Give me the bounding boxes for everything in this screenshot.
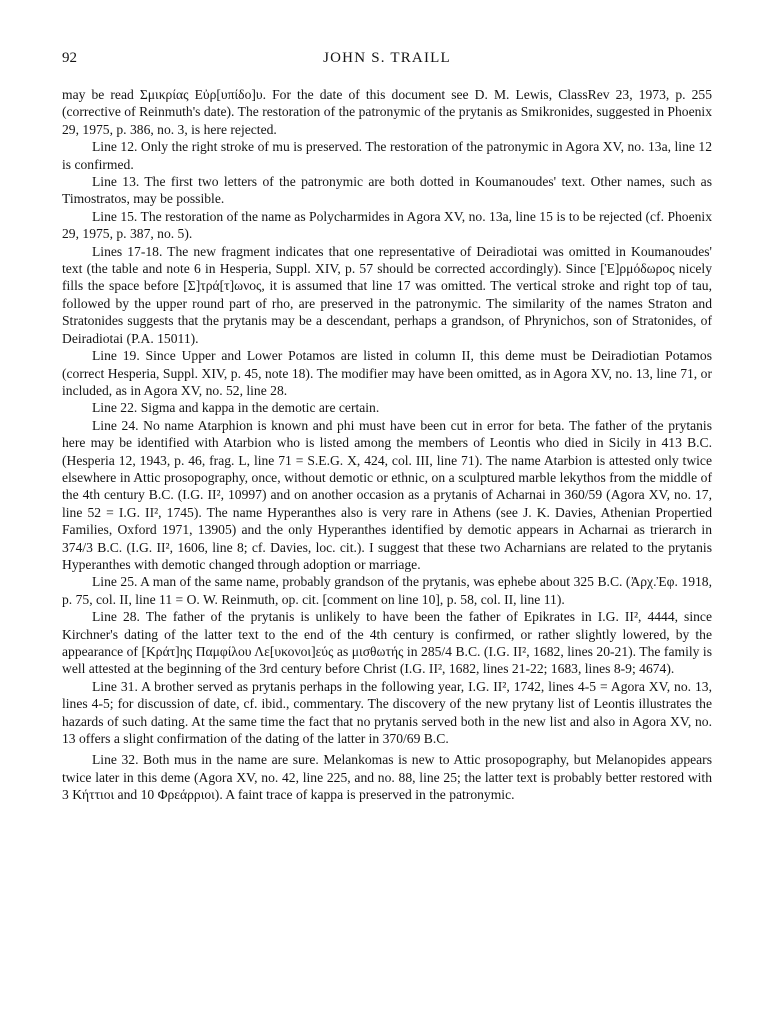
paragraph-line-15: Line 15. The restoration of the name as Polycharmides in Agora XV, no. 13a, line 15 is to be rejected (cf. Phoenix 29, 1975, p. 387, no. 5). — [62, 208, 712, 242]
paragraph-line-25: Line 25. A man of the same name, probably grandson of the prytanis, was ephebe about 325 B.C. (Ἀρχ.Ἐφ. 1918, p. 75, col. II, line 11 = O. W. Reinmuth, op. cit. [comment on line 10], p. 58, col. II, line 11). — [62, 574, 712, 607]
paragraph-line-31: Line 31. A brother served as prytanis perhaps in the following year, I.G. II², 1742, lines 4-5 = Agora XV, no. 13, lines 4-5; for discussion of date, cf. ibid., commentary. The discovery of the new prytany list of Leontis illustrates the hazards of such dating. At the same time the fact that no prytanis served both in the new list and also in Agora XV, no. 13 offers a slight confirmation of the dating of the latter in 370/69 B.C. — [62, 678, 712, 747]
paragraph-line-32: Line 32. Both mus in the name are sure. Melankomas is new to Attic prosopography, but Melanopides appears twice later in this deme (Agora XV, no. 42, line 225, and no. 88, line 25; the latter text is probably better restored with 3 Κήττιοι and 10 Φρεάρριοι). A faint trace of kappa is preserved in the patronymic. — [62, 752, 712, 803]
paragraph-lines-17-18: Lines 17-18. The new fragment indicates that one representative of Deiradiotai was omitted in Koumanoudes' text (the table and note 6 in Hesperia, Suppl. XIV, p. 57 should be corrected accordingly). Since [Ἑ]ρμόδωρος nicely fills the space before [Σ]τρά[τ]ωνος, it is assumed that line 17 was omitted. The vertical stroke and right top of tau, followed by the upper round part of rho, are preserved in the patronymic. The similarity of the names Straton and Stratonides suggests that the prytanis may be a descendant, perhaps a grandson, of Phrynichos, son of Stratonides, of Deiradiotai (P.A. 15011). — [62, 243, 712, 346]
paragraph-continuation: may be read Σμικρίας Εὐρ[υπίδο]υ. For the date of this document see D. M. Lewis, ClassRev 23, 1973, p. 255 (corrective of Reinmuth's date). The restoration of the patronymic of the prytanis as Smikronides, suggested in Phoenix 29, 1975, p. 386, no. 3, is here rejected. — [62, 87, 712, 137]
paragraph-line-24: Line 24. No name Atarphion is known and phi must have been cut in error for beta. The father of the prytanis here may be identified with Atarbion who is listed among the members of Leontis who died in Sicily in 413 B.C. (Hesperia 12, 1943, p. 46, frag. L, line 71 = S.E.G. X, 424, col. III, line 71). The name Atarbion is attested only twice elsewhere in Attic prosopography, once, without demotic or ethnic, on a sculptured marble lekythos from the middle of the 4th century B.C. (I.G. II², 10997) and on another occasion as a prytanis of Acharnai in 360/59 (Agora XV, no. 17, line 52 = I.G. II², 1745). The name Hyperanthes also is very rare in Athens (see J. K. Davies, Athenian Propertied Families, Oxford 1971, 13905) and the only Hyperanthes identified by demotic appears in Acharnai as trierarch in 374/3 B.C. (I.G. II², 1606, line 8; cf. Davies, loc. cit.). I suggest that these two Acharnians are related to the prytanis Hyperanthes with demotic changed through adoption or marriage. — [62, 417, 712, 572]
page-header — [62, 50, 712, 72]
paragraph-line-19: Line 19. Since Upper and Lower Potamos are listed in column II, this deme must be Deiradiotian Potamos (correct Hesperia, Suppl. XIV, p. 45, note 18). The modifier may have been omitted, as in Agora XV, no. 13, line 71, or included, as in Agora XV, no. 52, line 28. — [62, 348, 712, 398]
running-title: JOHN S. TRAILL — [323, 50, 451, 66]
paragraph-line-22: Line 22. Sigma and kappa in the demotic are certain. — [92, 400, 380, 416]
page — [62, 50, 712, 804]
commentary-body — [62, 86, 712, 804]
page-number: 92 — [62, 50, 77, 66]
paragraph-line-12: Line 12. Only the right stroke of mu is preserved. The restoration of the patronymic in Agora XV, no. 13a, line 12 is confirmed. — [62, 139, 712, 172]
paragraph-line-28: Line 28. The father of the prytanis is unlikely to have been the father of Epikrates in I.G. II², 4444, since Kirchner's dating of the latter text to the end of the 4th century is confirmed, or rather slightly lowered, by the appearance of [Κράτ]ης Παμφίλου Λε[υκονοι]εύς as μισθωτής in 285/4 B.C. (I.G. II², 1682, lines 20-21). The family is well attested at the beginning of the 3rd century before Christ (I.G. II², 1682, lines 21-22; 1683, lines 8-9; 4674). — [62, 609, 712, 677]
paragraph-line-13: Line 13. The first two letters of the patronymic are both dotted in Koumanoudes' text. Other names, such as Timostratos, may be possible. — [62, 174, 712, 207]
